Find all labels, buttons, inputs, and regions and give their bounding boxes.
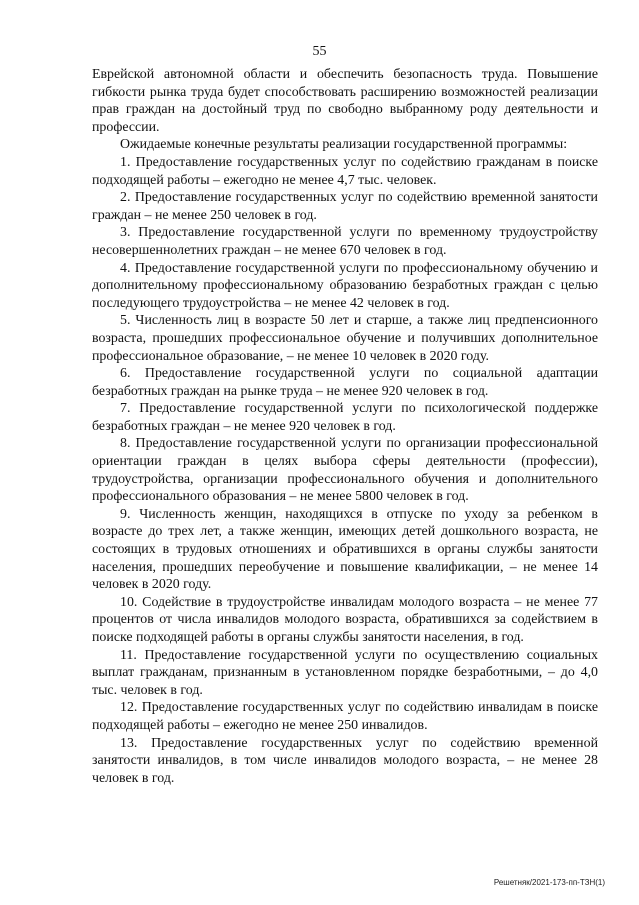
paragraph-item-2: 2. Предоставление государственных услуг по содействию временной занятости граждан – не менее 250 человек в год. <box>92 190 598 223</box>
paragraph-item-7: 7. Предоставление государственной услуги по психологической поддержке безработных граждан – не менее 920 человек в год. <box>92 401 598 434</box>
paragraph-results-heading: Ожидаемые конечные результаты реализации государственной программы: <box>120 137 568 153</box>
paragraph-item-3: 3. Предоставление государственной услуги по временному трудоустройству несовершеннолетних граждан – не менее 670 человек в год. <box>92 225 598 258</box>
paragraph-item-1: 1. Предоставление государственных услуг по содействию гражданам в поиске подходящей работы – ежегодно не менее 4,7 тыс. человек. <box>92 154 598 188</box>
paragraph-intro: Еврейской автономной области и обеспечить безопасность труда. Повышение гибкости рынка труда будет способствовать расширению возможностей реализации прав граждан на достойный труд по свободно выбранному роду деятельности и профессии. <box>92 67 598 135</box>
page-number: 55 <box>312 44 327 59</box>
document-footer-id: Решетняк/2021-173-пп-ТЗН(1) <box>493 878 605 887</box>
paragraph-item-9: 9. Численность женщин, находящихся в отпуске по уходу за ребенком в возрасте до трех лет, а также женщин, имеющих детей дошкольного возраста, не состоящих в трудовых отношениях и обратившихся в органы службы занятости населения, прошедших переобучение и повышение квалификации, – не менее 14 человек в 2020 году. <box>92 506 598 593</box>
paragraph-item-13: 13. Предоставление государственных услуг по содействию временной занятости инвалидов, в том числе инвалидов молодого возраста, – не менее 28 человек в год. <box>92 735 598 786</box>
paragraph-item-4: 4. Предоставление государственной услуги по профессиональному обучению и дополнительному профессиональному образованию безработных граждан с целью последующего трудоустройства – не менее 42 человек в год. <box>92 260 598 311</box>
paragraph-item-11: 11. Предоставление государственной услуги по осуществлению социальных выплат гражданам, признанным в установленном порядке безработными, – до 4,0 тыс. человек в год. <box>92 647 598 698</box>
paragraph-item-5: 5. Численность лиц в возрасте 50 лет и старше, а также лиц предпенсионного возраста, прошедших профессиональное обучение и получивших дополнительное профессиональное образование, – не менее 10 человек в 2020 году. <box>92 313 598 364</box>
paragraph-item-10: 10. Содействие в трудоустройстве инвалидам молодого возраста – не менее 77 процентов от числа инвалидов молодого возраста, обратившихся за содействием в поиске подходящей работы в органы службы занятости населения, в год. <box>92 594 598 645</box>
paragraph-item-8: 8. Предоставление государственной услуги по организации профессиональной ориентации граждан в целях выбора сферы деятельности (профессии), трудоустройства, организации профессионального обучения и дополнительного профессионального образования – не менее 5800 человек в год. <box>92 436 598 505</box>
paragraph-item-6: 6. Предоставление государственной услуги по социальной адаптации безработных граждан на рынке труда – не менее 920 человек в год. <box>92 366 598 399</box>
body-text <box>92 66 598 787</box>
paragraph-item-12: 12. Предоставление государственных услуг по содействию инвалидам в поиске подходящей работы – ежегодно не менее 250 инвалидов. <box>92 700 598 733</box>
